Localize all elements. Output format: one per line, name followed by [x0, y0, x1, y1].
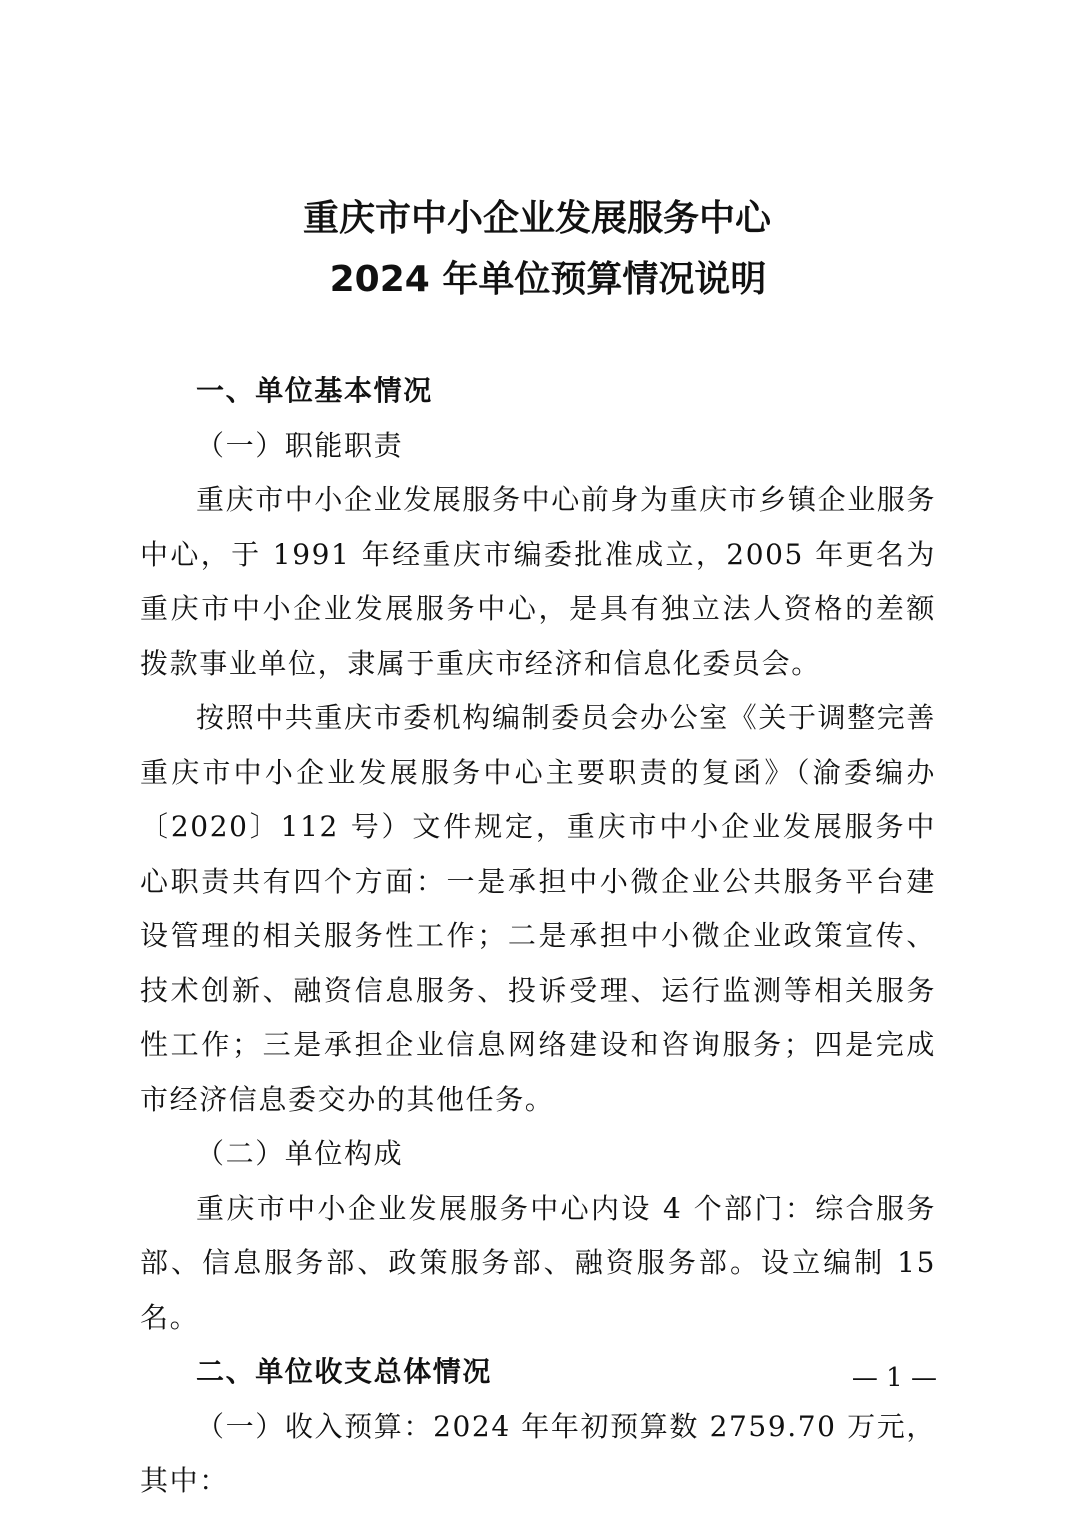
document-title-line-2: 2024 年单位预算情况说明 — [329, 259, 767, 300]
paragraph-duties: 按照中共重庆市委机构编制委员会办公室《关于调整完善重庆市中小企业发展服务中心主要职责的复函》（渝委编办〔2020〕112 号）文件规定，重庆市中小企业发展服务中心职责共有四个方面：一是承担中小微企业公共服务平台建设管理的相关服务性工作；二是承担中小微企业政策宣传、技术创新、融资信息服务、投诉受理、运行监测等相关服务性工作；三是承担企业信息网络建设和咨询服务；四是完成市经济信息委交办的其他任务。 — [140, 701, 937, 1116]
document-title-line-1: 重庆市中小企业发展服务中心 — [302, 198, 771, 239]
subsection-heading-functions: （一）职能职责 — [196, 428, 404, 462]
paragraph-departments: 重庆市中小企业发展服务中心内设 4 个部门：综合服务部、信息服务部、政策服务部、融资服务部。设立编制 15 名。 — [140, 1191, 936, 1334]
document-body — [140, 364, 936, 1509]
subsection-heading-structure: （二）单位构成 — [196, 1137, 404, 1170]
section-heading-budget-overview: 二、单位收支总体情况 — [196, 1355, 493, 1388]
paragraph-income-budget: （一）收入预算：2024 年年初预算数 2759.70 万元，其中： — [140, 1409, 936, 1497]
paragraph-history: 重庆市中小企业发展服务中心前身为重庆市乡镇企业服务中心，于 1991 年经重庆市编委批准成立，2005 年更名为重庆市中小企业发展服务中心，是具有独立法人资格的差额拨款事业单位，隶属于重庆市经济和信息化委员会。 — [140, 483, 937, 680]
page-number: — 1 — — [851, 1363, 937, 1393]
section-heading-basic-info: 一、单位基本情况 — [196, 374, 433, 407]
